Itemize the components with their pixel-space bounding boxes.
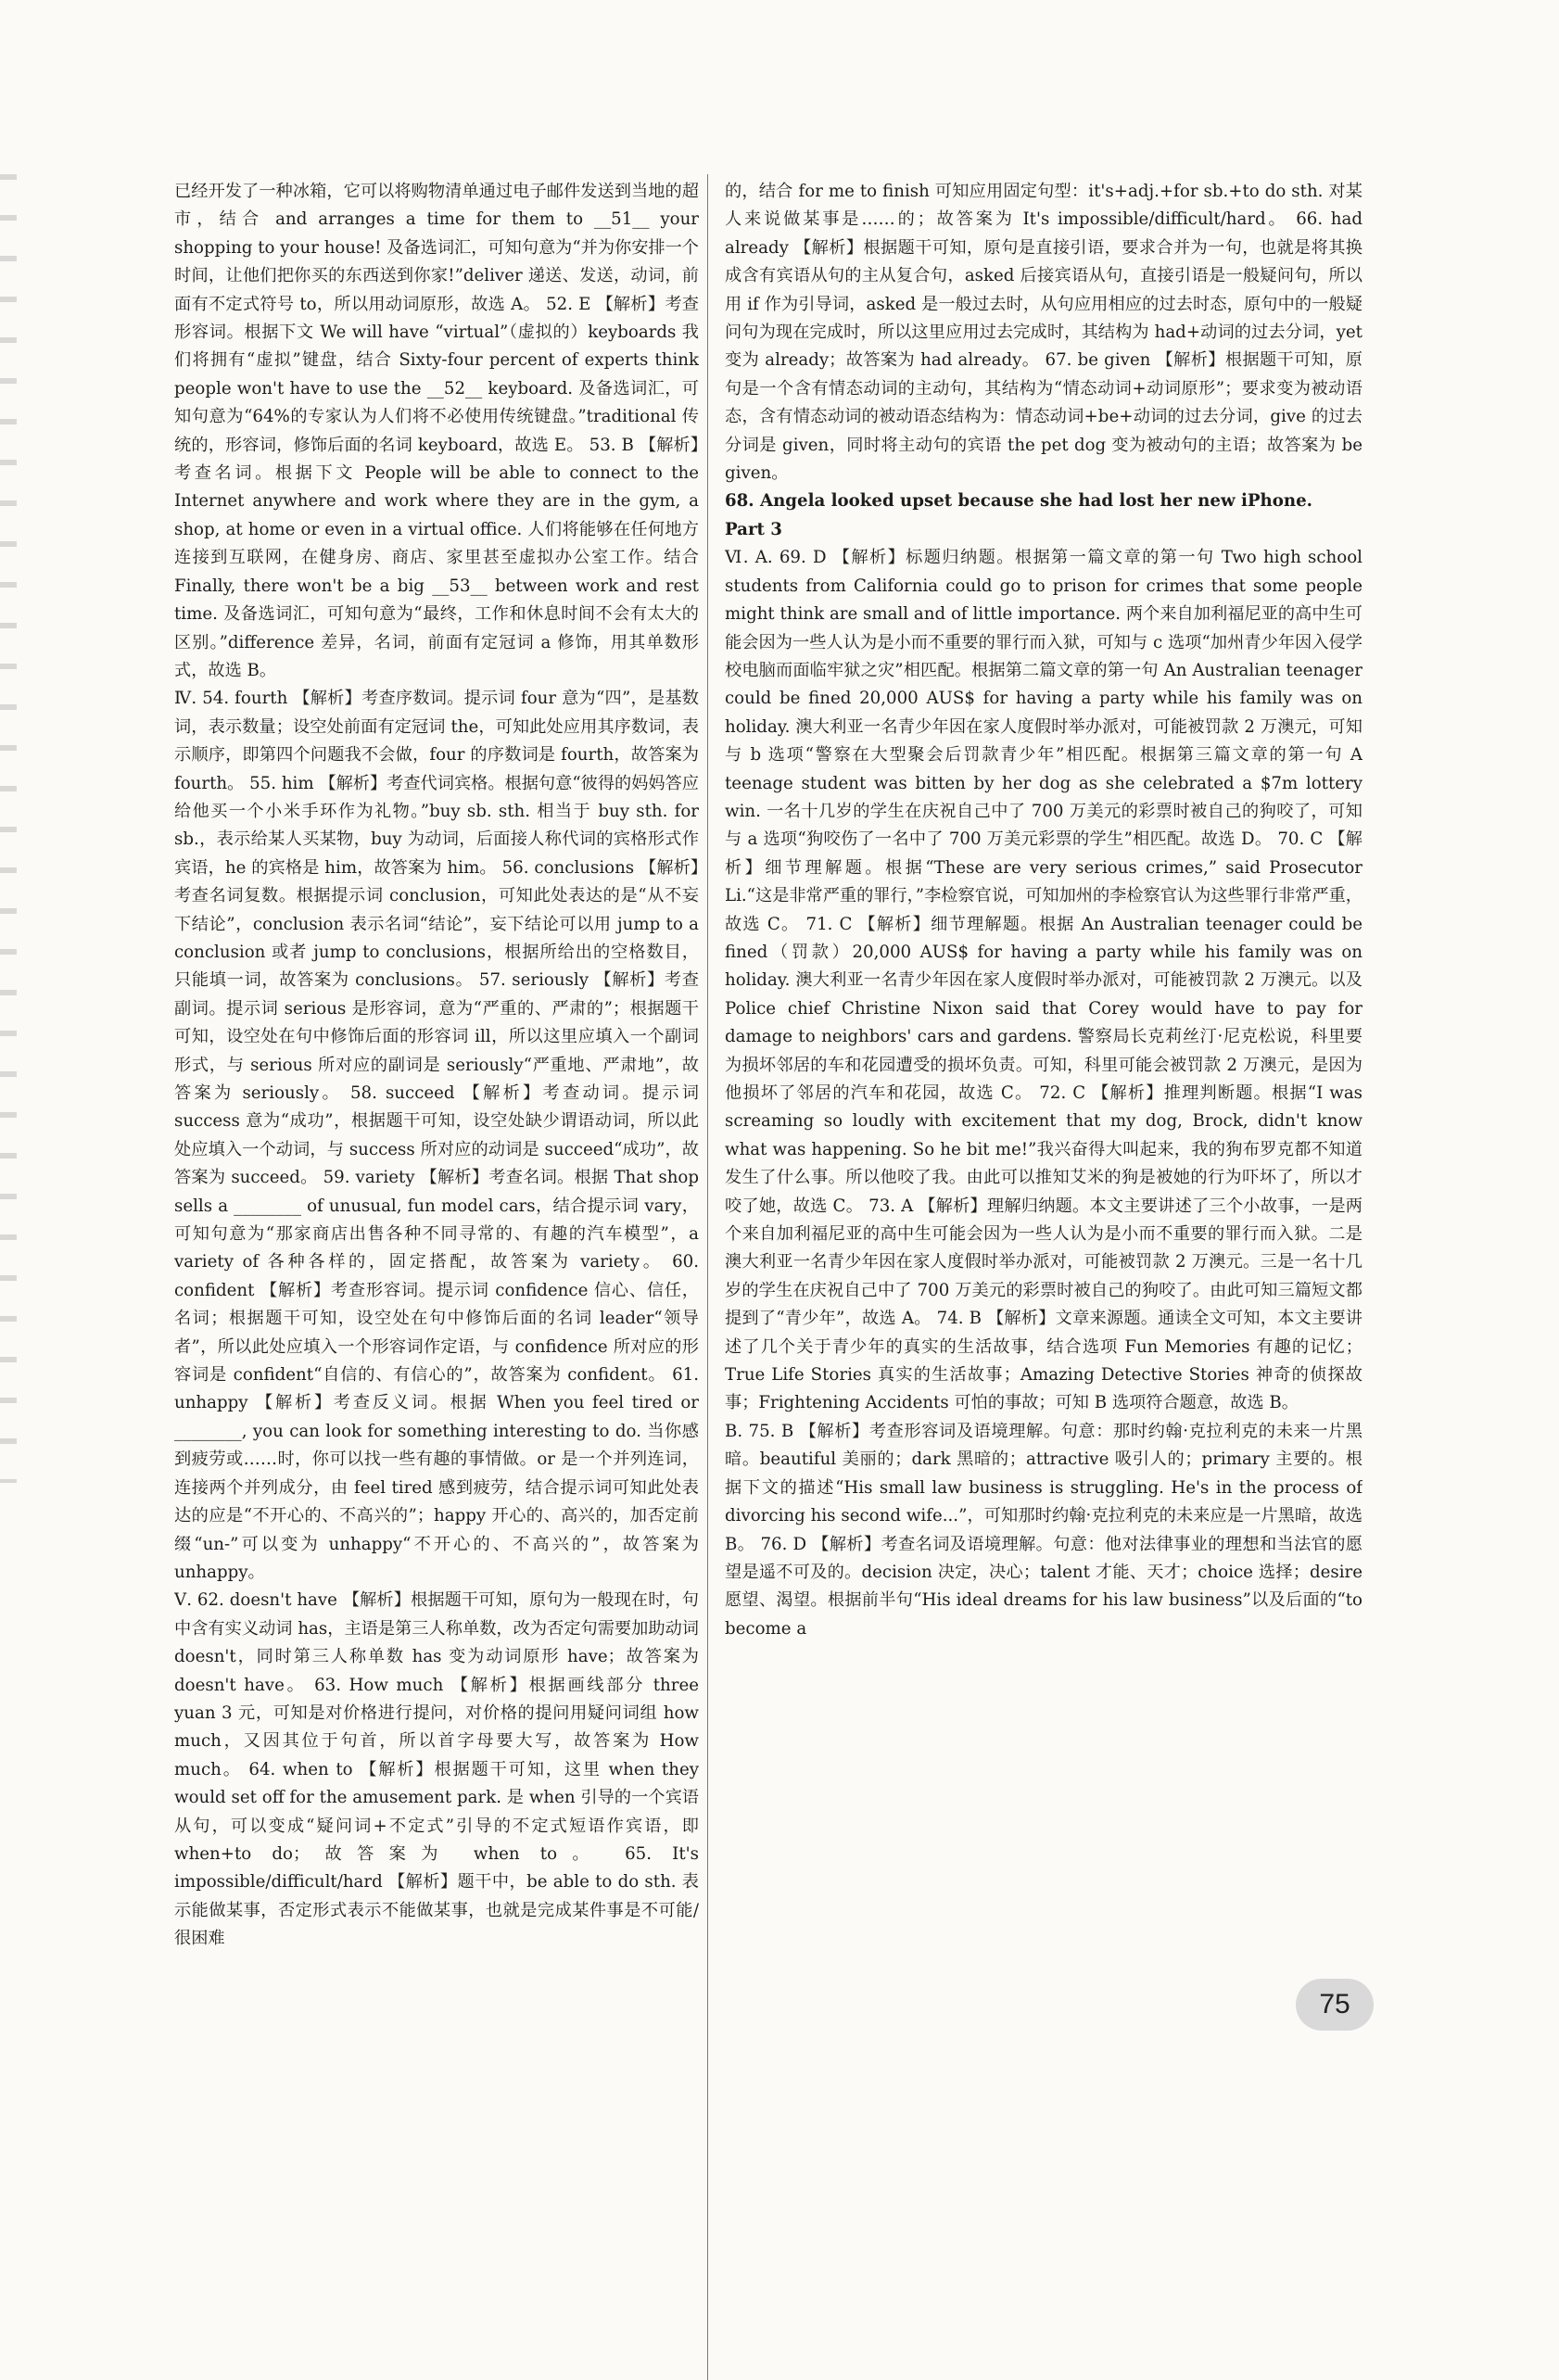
left-column <box>174 178 699 1954</box>
column-divider <box>707 174 708 2380</box>
left-paragraph: Ⅳ. 54. fourth 【解析】考查序数词。提示词 four 意为“四”，是基数词，表示数量；设空处前面有定冠词 the，可知此处应用其序数词，表示顺序，即第四个问题我不会做，four 的序数词是 fourth，故答案为 fourth。 55. him 【解析】考查代词宾格。根据句意“彼得的妈妈答应给他买一个小米手环作为礼物。”buy sb. sth. 相当于 buy sth. for sb.，表示给某人买某物，buy 为动词，后面接人称代词的宾格形式作宾语，he 的宾格是 him，故答案为 him。 56. conclusions 【解析】考查名词复数。根据提示词 conclusion，可知此处表达的是“从不妄下结论”，conclusion 表示名词“结论”，妄下结论可以用 jump to a conclusion 或者 jump to conclusions，根据所给出的空格数目，只能填一词，故答案为 conclusions。 57. seriously 【解析】考查副词。提示词 serious 是形容词，意为“严重的、严肃的”；根据题干可知，设空处在句中修饰后面的形容词 ill，所以这里应填入一个副词形式，与 serious 所对应的副词是 seriously“严重地、严肃地”，故答案为 seriously。 58. succeed 【解析】考查动词。提示词 success 意为“成功”，根据题干可知，设空处缺少谓语动词，所以此处应填入一个动词，与 success 所对应的动词是 succeed“成功”，故答案为 succeed。 59. variety 【解析】考查名词。根据 That shop sells a ________ of unusual, fun model cars，结合提示词 vary，可知句意为“那家商店出售各种不同寻常的、有趣的汽车模型”，a variety of 各种各样的，固定搭配，故答案为 variety。 60. confident 【解析】考查形容词。提示词 confidence 信心、信任，名词；根据题干可知，设空处在句中修饰后面的名词 leader“领导者”，所以此处应填入一个形容词作定语，与 confidence 所对应的形容词是 confident“自信的、有信心的”，故答案为 confident。 61. unhappy 【解析】考查反义词。根据 When you feel tired or ________, you can look for something interesting to do. 当你感到疲劳或……时，你可以找一些有趣的事情做。or 是一个并列连词，连接两个并列成分，由 feel tired 感到疲劳，结合提示词可知此处表达的应是“不开心的、不高兴的”；happy 开心的、高兴的，加否定前缀“un-”可以变为 unhappy“不开心的、不高兴的”，故答案为 unhappy。 <box>174 689 699 1582</box>
right-paragraph: Ⅵ. A. 69. D 【解析】标题归纳题。根据第一篇文章的第一句 Two high school students from California could go to prison for crimes that some people might think are small and of little importance. 两个来自加利福尼亚的高中生可能会因为一些人认为是小而不重要的罪行而入狱，可知与 c 选项“加州青少年因入侵学校电脑而面临牢狱之灾”相匹配。根据第二篇文章的第一句 An Australian teenager could be fined 20,000 AUS$ for having a party while his family was on holiday. 澳大利亚一名青少年因在家人度假时举办派对，可能被罚款 2 万澳元，可知与 b 选项“警察在大型聚会后罚款青少年”相匹配。根据第三篇文章的第一句 A teenage student was bitten by her dog as she celebrated a $7m lottery win. 一名十几岁的学生在庆祝自己中了 700 万美元的彩票时被自己的狗咬了，可知与 a 选项“狗咬伤了一名中了 700 万美元彩票的学生”相匹配。故选 D。 70. C 【解析】细节理解题。根据“These are very serious crimes,” said Prosecutor Li.“这是非常严重的罪行，”李检察官说，可知加州的李检察官认为这些罪行非常严重，故选 C。 71. C 【解析】细节理解题。根据 An Australian teenager could be fined（罚款）20,000 AUS$ for having a party while his family was on holiday. 澳大利亚一名青少年因在家人度假时举办派对，可能被罚款 2 万澳元。以及 Police chief Christine Nixon said that Corey would have to pay for damage to neighbors' cars and gardens. 警察局长克莉丝汀·尼克松说，科里要为损坏邻居的车和花园遭受的损坏负责。可知，科里可能会被罚款 2 万澳元，是因为他损坏了邻居的汽车和花园，故选 C。 72. C 【解析】推理判断题。根据“I was screaming so loudly with excitement that my dog, Brock, didn't know what was happening. So he bit me!”我兴奋得大叫起来，我的狗布罗克都不知道发生了什么事。所以他咬了我。由此可以推知艾米的狗是被她的行为吓坏了，所以才咬了她，故选 C。 73. A 【解析】理解归纳题。本文主要讲述了三个小故事，一是两个来自加利福尼亚的高中生可能会因为一些人认为是小而不重要的罪行而入狱。二是澳大利亚一名青少年因在家人度假时举办派对，可能被罚款 2 万澳元。三是一名十几岁的学生在庆祝自己中了 700 万美元的彩票时被自己的狗咬了。由此可知三篇短文都提到了“青少年”，故选 A。 74. B 【解析】文章来源题。通读全文可知，本文主要讲述了几个关于青少年的真实的生活故事，结合选项 Fun Memories 有趣的记忆；True Life Stories 真实的生活故事；Amazing Detective Stories 神奇的侦探故事；Frightening Accidents 可怕的事故；可知 B 选项符合题意，故选 B。 <box>725 548 1363 1413</box>
right-column <box>725 178 1363 1643</box>
answer-68: 68. Angela looked upset because she had lost her new iPhone. <box>725 491 1313 512</box>
right-paragraph: 的，结合 for me to finish 可知应用固定句型：it's+adj.+for sb.+to do sth. 对某人来说做某事是……的；故答案为 It's impossible/difficult/hard。 66. had already 【解析】根据题干可知，原句是直接引语，要求合并为一句，也就是将其换成含有宾语从句的主从复合句，asked 后接宾语从句，直接引语是一般疑问句，所以用 if 作为引导词，asked 是一般过去时，从句应用相应的过去时态，原句中的一般疑问句为现在完成时，所以这里应用过去完成时，其结构为 had+动词的过去分词，yet 变为 already；故答案为 had already。 67. be given 【解析】根据题干可知，原句是一个含有情态动词的主动句，其结构为“情态动词+动词原形”；要求变为被动语态，含有情态动词的被动语态结构为：情态动词+be+动词的过去分词，give 的过去分词是 given，同时将主动句的宾语 the pet dog 变为被动句的主语；故答案为 be given。 <box>725 182 1363 484</box>
section-heading: Part 3 <box>725 519 782 539</box>
binding-edge-marks <box>0 139 17 1483</box>
right-paragraph: B. 75. B 【解析】考查形容词及语境理解。句意：那时约翰·克拉利克的未来一片黑暗。beautiful 美丽的；dark 黑暗的；attractive 吸引人的；primary 主要的。根据下文的描述“His small law business is struggling. He's in the process of divorcing his second wife...”，可知那时约翰·克拉利克的未来应是一片黑暗，故选 B。 76. D 【解析】考查名词及语境理解。句意：他对法律事业的理想和当法官的愿望是遥不可及的。decision 决定，决心；talent 才能、天才；choice 选择；desire 愿望、渴望。根据前半句“His ideal dreams for his law business”以及后面的“to become a <box>725 1421 1363 1639</box>
left-paragraph: 已经开发了一种冰箱，它可以将购物清单通过电子邮件发送到当地的超市，结合 and arranges a time for them to __51__ your shopping to your house! 及备选词汇，可知句意为“并为你安排一个时间，让他们把你买的东西送到你家!”deliver 递送、发送，动词，前面有不定式符号 to，所以用动词原形，故选 A。 52. E 【解析】考查形容词。根据下文 We will have “virtual”（虚拟的）keyboards 我们将拥有“虚拟”键盘，结合 Sixty-four percent of experts think people won't have to use the __52__ keyboard. 及备选词汇，可知句意为“64%的专家认为人们将不必使用传统键盘。”traditional 传统的，形容词，修饰后面的名词 keyboard，故选 E。 53. B 【解析】考查名词。根据下文 People will be able to connect to the Internet anywhere and work where they are in the gym, a shop, at home or even in a virtual office. 人们将能够在任何地方连接到互联网，在健身房、商店、家里甚至虚拟办公室工作。结合 Finally, there won't be a big __53__ between work and rest time. 及备选词汇，可知句意为“最终，工作和休息时间不会有太大的区别。”difference 差异，名词，前面有定冠词 a 修饰，用其单数形式，故选 B。 <box>174 182 699 680</box>
page-number: 75 <box>1296 1979 1374 2031</box>
left-paragraph: Ⅴ. 62. doesn't have 【解析】根据题干可知，原句为一般现在时，句中含有实义动词 has，主语是第三人称单数，改为否定句需要加助动词 doesn't，同时第三人称单数 has 变为动词原形 have；故答案为 doesn't have。 63. How much 【解析】根据画线部分 three yuan 3 元，可知是对价格进行提问，对价格的提问用疑问词组 how much，又因其位于句首，所以首字母要大写，故答案为 How much。 64. when to 【解析】根据题干可知，这里 when they would set off for the amusement park. 是 when 引导的一个宾语从句，可以变成“疑问词+不定式”引导的不定式短语作宾语，即 when+to do；故答案为 when to。 65. It's impossible/difficult/hard 【解析】题干中，be able to do sth. 表示能做某事，否定形式表示不能做某事，也就是完成某件事是不可能/很困难 <box>174 1590 699 1949</box>
